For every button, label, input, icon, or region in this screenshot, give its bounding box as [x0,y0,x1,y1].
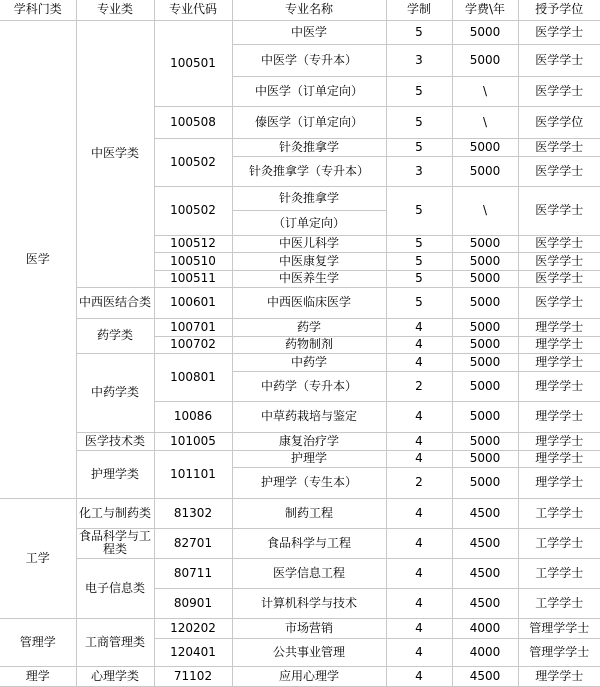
tuition-cell: 5000 [452,270,518,287]
name-cell: 市场营销 [232,618,386,638]
tuition-cell: 4500 [452,498,518,528]
duration-cell: 5 [386,235,452,252]
code-cell: 100601 [154,287,232,318]
code-cell: 100508 [154,106,232,138]
degree-cell: 工学学士 [518,588,600,618]
tuition-cell: 4500 [452,528,518,558]
duration-cell: 4 [386,432,452,450]
duration-cell: 4 [386,450,452,467]
code-cell: 10086 [154,401,232,432]
table-row [0,528,600,558]
degree-cell: 理学学士 [518,450,600,467]
name-cell: 中西医临床医学 [232,287,386,318]
name-cell: 医学信息工程 [232,558,386,588]
name-line-1: 针灸推拿学 [233,187,386,211]
duration-cell: 4 [386,401,452,432]
code-cell: 100501 [154,20,232,106]
code-cell: 80711 [154,558,232,588]
name-cell: 中药学 [232,353,386,371]
subcategory-cell: 中医学类 [76,20,154,287]
name-cell: 中医康复学 [232,252,386,270]
duration-cell: 5 [386,186,452,235]
tuition-cell: 5000 [452,252,518,270]
degree-cell: 管理学学士 [518,638,600,666]
name-cell: 计算机科学与技术 [232,588,386,618]
code-cell: 80901 [154,588,232,618]
code-cell: 81302 [154,498,232,528]
name-cell: 中医儿科学 [232,235,386,252]
degree-cell: 医学学士 [518,287,600,318]
tuition-cell: 5000 [452,353,518,371]
tuition-cell: 5000 [452,235,518,252]
duration-cell: 2 [386,371,452,401]
tuition-cell: 5000 [452,371,518,401]
degree-cell: 理学学士 [518,371,600,401]
degree-cell: 医学学士 [518,156,600,186]
name-cell: 针灸推拿学（专升本） [232,156,386,186]
degree-cell: 医学学士 [518,252,600,270]
name-cell: 针灸推拿学 [232,138,386,156]
duration-cell: 5 [386,270,452,287]
name-cell: 食品科学与工程 [232,528,386,558]
header-subcategory: 专业类 [76,0,154,20]
code-cell: 100702 [154,336,232,353]
degree-cell: 医学学士 [518,186,600,235]
tuition-cell: \ [452,106,518,138]
header-row [0,0,600,20]
tuition-cell: 5000 [452,336,518,353]
duration-cell: 4 [386,498,452,528]
code-cell: 100510 [154,252,232,270]
tuition-cell: 4500 [452,666,518,686]
tuition-cell: 5000 [452,467,518,498]
degree-cell: 医学学士 [518,44,600,76]
subcategory-cell: 工商管理类 [76,618,154,666]
code-cell: 101101 [154,450,232,498]
category-cell: 理学 [0,666,76,686]
header-code: 专业代码 [154,0,232,20]
degree-cell: 医学学士 [518,235,600,252]
duration-cell: 4 [386,666,452,686]
degree-cell: 工学学士 [518,558,600,588]
name-cell: 护理学 [232,450,386,467]
degree-cell: 医学学士 [518,138,600,156]
subcategory-cell: 药学类 [76,318,154,353]
table-row [0,498,600,528]
tuition-cell: 5000 [452,318,518,336]
name-cell [232,186,386,235]
code-cell: 71102 [154,666,232,686]
tuition-cell: 4000 [452,638,518,666]
degree-cell: 理学学士 [518,666,600,686]
code-cell: 100502 [154,186,232,235]
name-cell: 中医学（专升本） [232,44,386,76]
code-cell: 120401 [154,638,232,666]
tuition-cell: 5000 [452,432,518,450]
name-cell: 中医养生学 [232,270,386,287]
tuition-cell: 4500 [452,558,518,588]
duration-cell: 5 [386,106,452,138]
name-cell: 制药工程 [232,498,386,528]
tuition-cell: 5000 [452,401,518,432]
code-cell: 101005 [154,432,232,450]
duration-cell: 2 [386,467,452,498]
table-row [0,666,600,686]
table-row [0,353,600,371]
header-tuition: 学费\年 [452,0,518,20]
code-cell: 100512 [154,235,232,252]
degree-cell: 工学学士 [518,528,600,558]
subcategory-cell: 电子信息类 [76,558,154,618]
name-cell: 药学 [232,318,386,336]
tuition-cell: 5000 [452,156,518,186]
name-cell: 中医学 [232,20,386,44]
duration-cell: 4 [386,528,452,558]
table-row [0,20,600,44]
duration-cell: 5 [386,287,452,318]
tuition-cell: 5000 [452,450,518,467]
code-cell: 120202 [154,618,232,638]
name-line-2: （订单定向） [272,215,345,230]
tuition-cell: 5000 [452,287,518,318]
tuition-cell: 5000 [452,138,518,156]
table-row [0,618,600,638]
degree-cell: 理学学士 [518,432,600,450]
duration-cell: 4 [386,336,452,353]
subcategory-cell: 中药学类 [76,353,154,432]
name-cell: 药物制剂 [232,336,386,353]
duration-cell: 5 [386,252,452,270]
tuition-cell: 5000 [452,44,518,76]
degree-cell: 医学学士 [518,76,600,106]
degree-cell: 管理学学士 [518,618,600,638]
duration-cell: 3 [386,156,452,186]
tuition-cell: 5000 [452,20,518,44]
subcategory-cell: 护理学类 [76,450,154,498]
degree-cell: 医学学士 [518,270,600,287]
subcategory-cell: 食品科学与工程类 [76,528,154,558]
subcategory-cell: 医学技术类 [76,432,154,450]
name-cell: 中医学（订单定向） [232,76,386,106]
header-category: 学科门类 [0,0,76,20]
duration-cell: 5 [386,20,452,44]
name-cell: 护理学（专生本） [232,467,386,498]
code-cell: 100801 [154,353,232,401]
duration-cell: 4 [386,588,452,618]
header-duration: 学制 [386,0,452,20]
degree-cell: 理学学士 [518,401,600,432]
tuition-cell: 4500 [452,588,518,618]
subcategory-cell: 心理学类 [76,666,154,686]
name-cell: 中药学（专升本） [232,371,386,401]
name-cell: 康复治疗学 [232,432,386,450]
table-row [0,432,600,450]
category-cell: 医学 [0,20,76,498]
table-row [0,318,600,336]
table-row [0,558,600,588]
code-cell: 100701 [154,318,232,336]
category-cell: 管理学 [0,618,76,666]
name-cell: 公共事业管理 [232,638,386,666]
code-cell: 82701 [154,528,232,558]
duration-cell: 3 [386,44,452,76]
degree-cell: 理学学士 [518,336,600,353]
duration-cell: 4 [386,638,452,666]
degree-cell: 医学学士 [518,20,600,44]
subcategory-cell: 中西医结合类 [76,287,154,318]
duration-cell: 5 [386,138,452,156]
duration-cell: 4 [386,618,452,638]
subcategory-cell: 化工与制药类 [76,498,154,528]
tuition-cell: 4000 [452,618,518,638]
name-cell: 中草药栽培与鉴定 [232,401,386,432]
duration-cell: 4 [386,353,452,371]
header-name: 专业名称 [232,0,386,20]
name-cell: 傣医学（订单定向） [232,106,386,138]
degree-cell: 理学学士 [518,353,600,371]
table-row [0,450,600,467]
code-cell: 100502 [154,138,232,186]
name-cell: 应用心理学 [232,666,386,686]
degree-cell: 工学学士 [518,498,600,528]
duration-cell: 4 [386,318,452,336]
code-cell: 100511 [154,270,232,287]
degree-cell: 理学学士 [518,467,600,498]
duration-cell: 5 [386,76,452,106]
table-row [0,287,600,318]
duration-cell: 4 [386,558,452,588]
category-cell: 工学 [0,498,76,618]
tuition-cell: \ [452,186,518,235]
degree-cell: 理学学士 [518,318,600,336]
degree-cell: 医学学位 [518,106,600,138]
header-degree: 授予学位 [518,0,600,20]
tuition-cell: \ [452,76,518,106]
